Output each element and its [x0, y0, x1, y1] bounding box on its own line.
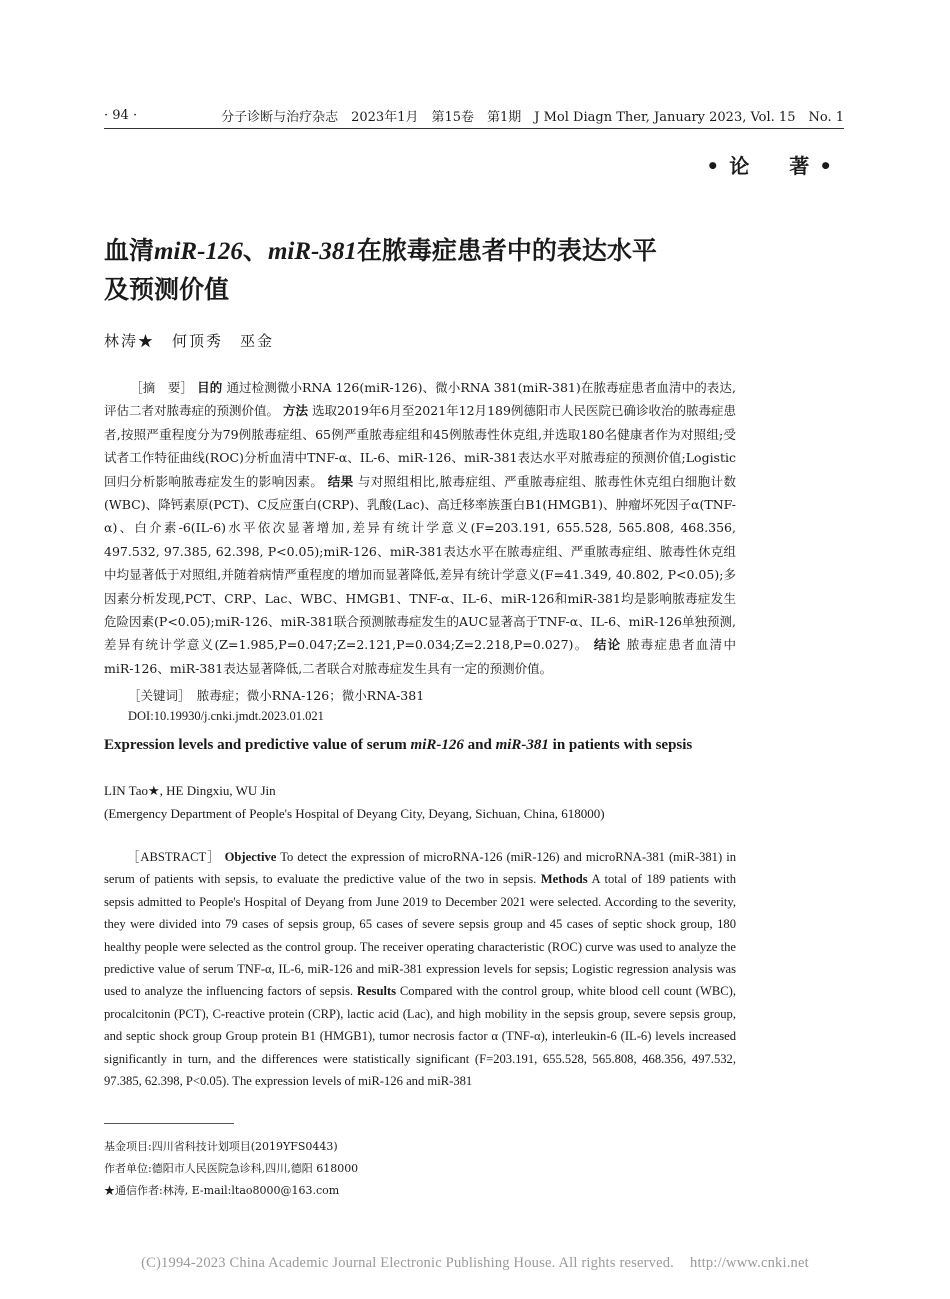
title-cn-line2: 及预测价值 — [104, 275, 230, 304]
copyright-watermark — [0, 1255, 950, 1272]
footnote-fund: 基金项目:四川省科技计划项目(2019YFS0443) — [104, 1140, 338, 1153]
abstract-en-label: ［ABSTRACT］ — [126, 850, 221, 864]
title-en-mir381: miR-381 — [495, 737, 549, 753]
objective-label-en: Objective — [224, 850, 277, 864]
title-cn — [104, 232, 804, 309]
doi[interactable]: DOI:10.19930/j.cnki.jmdt.2023.01.021 — [128, 709, 324, 723]
abstract-cn — [104, 376, 736, 680]
title-en-mir126: miR-126 — [410, 737, 464, 753]
conclusion-cn: 脓毒症患者血清中miR-126、miR-381表达显著降低,二者联合对脓毒症发生具有一定的预测价值。 — [104, 637, 736, 676]
methods-cn: 选取2019年6月至2021年12月189例德阳市人民医院已确诊收治的脓毒症患者,按照严重程度分为79例脓毒症组、65例严重脓毒症组和45例脓毒性休克组,并选取180名健康者作为对照组;受试者工作特征曲线(ROC)分析血清中TNF-α、IL-6、miR-126、miR-381表达水平对脓毒症的预测价值;Logistic回归分析影响脓毒症发生的影响因素。 — [104, 403, 736, 489]
objective-label-cn: 目的 — [197, 380, 223, 395]
results-label-cn: 结果 — [327, 473, 354, 489]
watermark-url[interactable]: http://www.cnki.net — [690, 1255, 809, 1271]
page-number: · 94 · — [104, 107, 138, 123]
authors-en: LIN Tao★, HE Dingxiu, WU Jin — [104, 783, 276, 798]
title-cn-part2: 在脓毒症患者中的表达水平 — [356, 236, 657, 265]
title-en-part1: Expression levels and predictive value of serum — [104, 737, 411, 753]
footnote-rule — [104, 1123, 234, 1124]
title-en-and: and — [463, 737, 496, 753]
objective-en: To detect the expression of microRNA-126 (miR-126) and microRNA-381 (miR-381) in serum of patients with sepsis, to evaluate the predictive value of the two in sepsis. — [104, 850, 736, 887]
abstract-cn-label: ［摘 要］ — [130, 380, 194, 395]
authors-cn: 林涛★ 何顶秀 巫金 — [104, 332, 275, 350]
abstract-en — [104, 846, 736, 1092]
title-cn-sep: 、 — [242, 236, 268, 265]
results-label-en: Results — [356, 984, 397, 999]
methods-label-en: Methods — [540, 872, 588, 887]
results-cn: 与对照组相比,脓毒症组、严重脓毒症组、脓毒性休克组白细胞计数(WBC)、降钙素原(PCT)、C反应蛋白(CRP)、乳酸(Lac)、高迁移率族蛋白B1(HMGB1)、肿瘤坏死因子α(TNF-α)、白介素-6(IL-6)水平依次显著增加,差异有统计学意义(F=203.191, 655.528, 565.808, 468.356, 497.532, 97.385, 62.398, P<0.05);miR-126、miR-381表达水平在脓毒症组、严重脓毒症组、脓毒性休克组中均显著低于对照组,并随着病情严重程度的增加而显著降低,差异有统计学意义(F=41.349, 40.802, P<0.05);多因素分析发现,PCT、CRP、Lac、WBC、HMGB1、TNF-α、IL-6、miR-126和miR-381均是影响脓毒症发生危险因素(P<0.05);miR-126、miR-381联合预测脓毒症发生的AUC显著高于TNF-α、IL-6、miR-126单独预测,差异有统计学意义(Z=1.985,P=0.047;Z=2.121,P=0.034;Z=2.218,P=0.027)。 — [104, 473, 736, 653]
header-rule — [104, 128, 844, 129]
title-cn-mir126: miR-126 — [154, 238, 243, 265]
running-header — [104, 104, 844, 126]
methods-en: A total of 189 patients with sepsis admitted to People's Hospital of Deyang from June 2019 to December 2021 were selected. According to the severity, they were divided into 79 cases of sepsis group, 65 cases of severe sepsis group and 45 cases of septic shock group, 180 healthy people were selected as the control group. The receiver operating characteristic (ROC) curve was used to analyze the predictive value of serum TNF-α, IL-6, miR-126 and miR-381 expression levels for sepsis; Logistic regression analysis was used to analyze the influencing factors of sepsis. — [104, 872, 736, 999]
footnote-unit: 作者单位:德阳市人民医院急诊科,四川,德阳 618000 — [104, 1162, 359, 1175]
title-cn-part1: 血清 — [104, 236, 155, 265]
section-tag: •论 著• — [706, 154, 842, 178]
results-en: Compared with the control group, white blood cell count (WBC), procalcitonin (PCT), C-reactive protein (CRP), lactic acid (Lac), and high mobility in the sepsis group, severe sepsis group, and septic shock group Group protein B1 (HMGB1), tumor necrosis factor α (TNF-α), interleukin-6 (IL-6) levels increased significantly in turn, and the differences were statistically significant (F=203.191, 655.528, 565.808, 468.356, 497.532, 97.385, 62.398, P<0.05). The expression levels of miR-126 and miR-381 — [104, 984, 737, 1089]
conclusion-label-cn: 结论 — [593, 637, 622, 653]
journal-citation: 分子诊断与治疗杂志 2023年1月 第15卷 第1期 J Mol Diagn Ther, January 2023, Vol. 15 No. 1 — [221, 109, 844, 125]
watermark-copyright: (C)1994-2023 China Academic Journal Electronic Publishing House. All rights reserved. — [141, 1255, 674, 1271]
methods-label-cn: 方法 — [283, 403, 309, 419]
title-cn-mir381: miR-381 — [267, 238, 357, 265]
footnote-corresponding: ★通信作者:林涛, E-mail:ltao8000@163.com — [104, 1184, 340, 1197]
title-en-part2: in patients with sepsis — [548, 737, 693, 753]
objective-cn: 通过检测微小RNA 126(miR-126)、微小RNA 381(miR-381)在脓毒症患者血清中的表达,评估二者对脓毒症的预测价值。 — [104, 380, 736, 419]
title-en — [104, 733, 736, 757]
affiliation-en: (Emergency Department of People's Hospital of Deyang City, Deyang, Sichuan, China, 618000) — [104, 806, 605, 821]
keywords-cn: ［关键词］ 脓毒症；微小RNA-126；微小RNA-381 — [128, 688, 425, 703]
